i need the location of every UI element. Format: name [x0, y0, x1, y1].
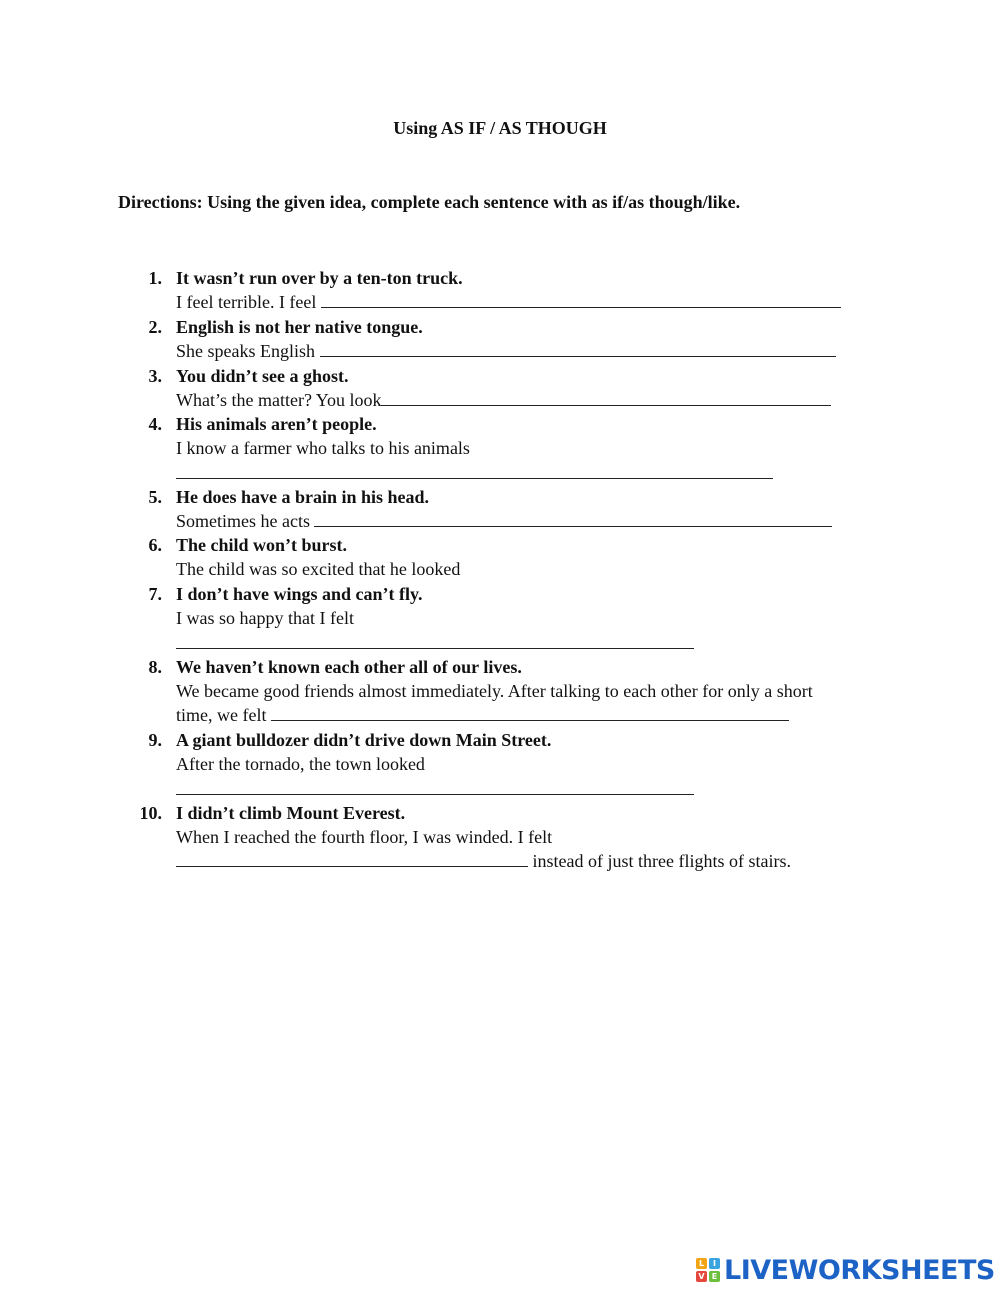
- item-prompt: I was so happy that I felt: [176, 608, 354, 628]
- item-idea: I didn’t climb Mount Everest.: [176, 803, 406, 823]
- answer-blank[interactable]: [176, 778, 694, 795]
- answer-blank[interactable]: [381, 389, 831, 406]
- answer-blank[interactable]: [321, 291, 841, 308]
- item-number: 5.: [148, 487, 162, 507]
- item-answer-line: [176, 631, 694, 655]
- item-prompt: We became good friends almost immediately. After talking to each other for only a short: [176, 681, 813, 701]
- item-prompt: I feel terrible. I feel: [176, 292, 317, 312]
- item-number: 2.: [148, 317, 162, 337]
- item-number: 7.: [148, 584, 162, 604]
- item-number: 4.: [148, 414, 162, 434]
- item-prompt-continued: time, we felt: [176, 705, 267, 725]
- item-idea: The child won’t burst.: [176, 535, 348, 555]
- item-idea: His animals aren’t people.: [176, 414, 377, 434]
- item-prompt-line: [176, 339, 836, 363]
- answer-blank[interactable]: [271, 704, 789, 721]
- item-number: 10.: [139, 803, 162, 823]
- item-idea: A giant bulldozer didn’t drive down Main Street.: [176, 730, 552, 750]
- item-prompt-line: [176, 849, 791, 873]
- logo-text: LIVEWORKSHEETS: [724, 1254, 995, 1286]
- item-number: 8.: [148, 657, 162, 677]
- item-prompt: She speaks English: [176, 341, 315, 361]
- logo-tile: L: [696, 1258, 707, 1269]
- item-prompt: I know a farmer who talks to his animals: [176, 438, 470, 458]
- logo-tile: I: [709, 1258, 720, 1269]
- item-idea: English is not her native tongue.: [176, 317, 423, 337]
- item-prompt: Sometimes he acts: [176, 511, 310, 531]
- item-prompt-line: [176, 509, 832, 533]
- item-prompt: After the tornado, the town looked: [176, 754, 425, 774]
- logo-tiles: [696, 1258, 720, 1282]
- item-answer-line: [176, 777, 694, 801]
- item-idea: It wasn’t run over by a ten-ton truck.: [176, 268, 463, 288]
- item-prompt-line: [176, 388, 831, 412]
- item-idea: I don’t have wings and can’t fly.: [176, 584, 423, 604]
- item-idea: He does have a brain in his head.: [176, 487, 430, 507]
- item-prompt: The child was so excited that he looked: [176, 559, 461, 579]
- item-idea: You didn’t see a ghost.: [176, 366, 349, 386]
- item-prompt-line: [176, 703, 789, 727]
- directions: Directions: Using the given idea, complete each sentence with as if/as though/like.: [118, 192, 741, 212]
- answer-blank[interactable]: [176, 462, 773, 479]
- item-prompt: When I reached the fourth floor, I was winded. I felt: [176, 827, 553, 847]
- logo-tile: V: [696, 1271, 707, 1282]
- item-number: 3.: [148, 366, 162, 386]
- answer-blank[interactable]: [314, 510, 832, 527]
- worksheet-title: Using AS IF / AS THOUGH: [393, 118, 607, 138]
- answer-blank[interactable]: [176, 850, 528, 867]
- liveworksheets-logo: [696, 1253, 995, 1287]
- item-prompt: What’s the matter? You look: [176, 390, 382, 410]
- item-suffix: instead of just three flights of stairs.: [532, 851, 791, 871]
- item-number: 9.: [148, 730, 162, 750]
- item-number: 1.: [148, 268, 162, 288]
- item-prompt-line: [176, 290, 841, 314]
- logo-tile: E: [709, 1271, 720, 1282]
- answer-blank[interactable]: [176, 632, 694, 649]
- item-idea: We haven’t known each other all of our lives.: [176, 657, 522, 677]
- answer-blank[interactable]: [320, 340, 836, 357]
- item-number: 6.: [148, 535, 162, 555]
- item-answer-line: [176, 461, 773, 485]
